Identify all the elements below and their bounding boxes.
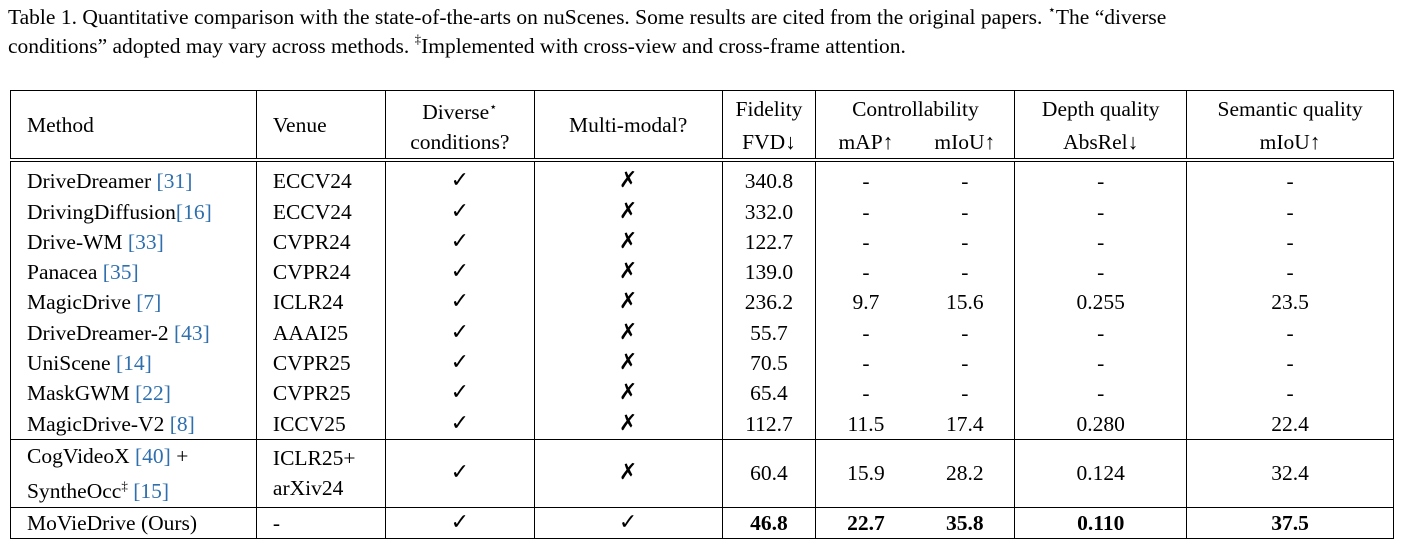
absrel-value: -	[1015, 196, 1187, 226]
diverse-check: ✓	[385, 348, 534, 378]
table-combo-section	[11, 439, 1394, 538]
venue-cell: ICLR24	[256, 287, 385, 317]
diverse-check: ✓	[385, 196, 534, 226]
table-row	[11, 287, 1394, 317]
multimodal-mark: ✗	[534, 257, 722, 287]
control-values	[816, 196, 1015, 226]
fvd-value: 70.5	[722, 348, 816, 378]
header-map: mAP↑	[838, 130, 894, 155]
citation-link[interactable]: [14]	[115, 351, 152, 376]
table-row	[11, 378, 1394, 408]
table-row-ours	[11, 507, 1394, 538]
header-diverse-text: Diverse	[422, 100, 490, 125]
method-name: MoVieDrive (Ours)	[11, 507, 257, 538]
semantic-miou-value: -	[1187, 378, 1394, 408]
diverse-check: ✓	[385, 318, 534, 348]
star-footnote-mark: ⋆	[489, 99, 498, 114]
absrel-value: -	[1015, 378, 1187, 408]
fvd-value: 65.4	[722, 378, 816, 408]
method-cell	[11, 196, 257, 226]
citation-link[interactable]: [15]	[133, 478, 170, 503]
absrel-value: 0.124	[1015, 439, 1187, 507]
miou-value: 17.4	[946, 411, 984, 436]
miou-value: 28.2	[946, 461, 984, 486]
map-value: -	[862, 260, 870, 285]
multimodal-mark: ✗	[534, 318, 722, 348]
plus-sign: +	[170, 443, 189, 468]
map-value: -	[862, 351, 870, 376]
table-row	[11, 257, 1394, 287]
semantic-miou-value: -	[1187, 348, 1394, 378]
header-controllability-sub	[816, 127, 1015, 160]
fvd-value: 55.7	[722, 318, 816, 348]
header-row-1	[11, 91, 1394, 128]
method-cell	[11, 348, 257, 378]
absrel-value: -	[1015, 318, 1187, 348]
venue-cell	[256, 439, 385, 507]
method-line	[27, 471, 256, 506]
venue-cell: CVPR24	[256, 227, 385, 257]
control-values	[816, 348, 1015, 378]
method-name: DriveDreamer	[27, 169, 157, 194]
fvd-value: 112.7	[722, 409, 816, 440]
header-multimodal: Multi-modal?	[534, 91, 722, 161]
fvd-value: 332.0	[722, 196, 816, 226]
control-values	[816, 227, 1015, 257]
control-values	[816, 507, 1015, 538]
semantic-miou-value: 32.4	[1187, 439, 1394, 507]
fvd-value: 340.8	[722, 160, 816, 196]
miou-value: -	[961, 260, 969, 285]
diverse-check: ✓	[385, 507, 534, 538]
method-cell	[11, 439, 257, 507]
miou-value: 15.6	[946, 290, 984, 315]
citation-link[interactable]: [40]	[135, 443, 171, 468]
map-value: 9.7	[852, 290, 880, 315]
method-cell	[11, 160, 257, 196]
method-cell	[11, 378, 257, 408]
multimodal-check: ✓	[534, 507, 722, 538]
multimodal-mark: ✗	[534, 348, 722, 378]
table-row	[11, 160, 1394, 196]
control-values	[816, 439, 1015, 507]
absrel-value: -	[1015, 160, 1187, 196]
semantic-miou-value: -	[1187, 160, 1394, 196]
venue-cell: CVPR25	[256, 348, 385, 378]
table-row	[11, 318, 1394, 348]
method-name: Panacea	[27, 260, 103, 285]
citation-link[interactable]: [8]	[169, 411, 195, 436]
table-row	[11, 196, 1394, 226]
comparison-table	[10, 90, 1394, 539]
absrel-value: 0.280	[1015, 409, 1187, 440]
miou-value: -	[961, 381, 969, 406]
venue-cell: CVPR25	[256, 378, 385, 408]
citation-link[interactable]: [7]	[136, 290, 162, 315]
venue-cell: ECCV24	[256, 160, 385, 196]
star-footnote-mark: ⋆	[1047, 1, 1056, 17]
semantic-miou-value: 23.5	[1187, 287, 1394, 317]
absrel-value: 0.110	[1015, 507, 1187, 538]
method-name: UniScene	[27, 351, 116, 376]
absrel-value: 0.255	[1015, 287, 1187, 317]
map-value: -	[862, 229, 870, 254]
method-name: SyntheOcc	[27, 478, 122, 503]
method-name: MagicDrive-V2	[27, 411, 170, 436]
semantic-miou-value: -	[1187, 257, 1394, 287]
caption-line-2	[8, 32, 1393, 61]
map-value: 22.7	[847, 511, 885, 536]
diverse-check: ✓	[385, 378, 534, 408]
map-value: 11.5	[847, 411, 885, 436]
map-value: -	[862, 169, 870, 194]
dagger-footnote-mark: ‡	[121, 477, 128, 493]
map-value: -	[862, 199, 870, 224]
multimodal-mark: ✗	[534, 227, 722, 257]
venue-cell: AAAI25	[256, 318, 385, 348]
fvd-value: 122.7	[722, 227, 816, 257]
header-depth-quality: Depth quality	[1015, 91, 1187, 128]
venue-line: ICLR25+	[272, 446, 356, 471]
semantic-miou-value: -	[1187, 318, 1394, 348]
dagger-footnote-mark: ‡	[414, 30, 422, 46]
method-cell	[11, 287, 257, 317]
venue-cell: CVPR24	[256, 257, 385, 287]
multimodal-mark: ✗	[534, 287, 722, 317]
venue-cell: -	[256, 507, 385, 538]
absrel-value: -	[1015, 257, 1187, 287]
fvd-value: 139.0	[722, 257, 816, 287]
miou-value: -	[961, 199, 969, 224]
table-row	[11, 348, 1394, 378]
map-value: -	[862, 381, 870, 406]
header-method: Method	[11, 91, 257, 161]
diverse-check: ✓	[385, 227, 534, 257]
fvd-value: 60.4	[722, 439, 816, 507]
method-name: DrivingDiffusion	[27, 199, 176, 224]
table-row	[11, 439, 1394, 507]
header-diverse-2: conditions?	[385, 127, 534, 160]
header-fidelity: Fidelity	[722, 91, 816, 128]
citation-link[interactable]: [35]	[102, 260, 139, 285]
multimodal-mark: ✗	[534, 439, 722, 507]
diverse-check: ✓	[385, 160, 534, 196]
table-row	[11, 409, 1394, 440]
method-cell	[11, 257, 257, 287]
map-value: -	[862, 320, 870, 345]
diverse-check: ✓	[385, 409, 534, 440]
miou-value: -	[961, 229, 969, 254]
caption-text: Table 1. Quantitative comparison with the state-of-the-arts on nuScenes. Some results are cited from the original papers.	[8, 5, 1048, 29]
table-body	[11, 160, 1394, 439]
miou-value: 35.8	[946, 511, 984, 536]
header-diverse	[385, 91, 534, 128]
method-cell	[11, 318, 257, 348]
method-name: MagicDrive	[27, 290, 137, 315]
diverse-check: ✓	[385, 257, 534, 287]
miou-value: -	[961, 169, 969, 194]
method-cell	[11, 409, 257, 440]
map-value: 15.9	[847, 461, 885, 486]
multimodal-mark: ✗	[534, 196, 722, 226]
fvd-value: 236.2	[722, 287, 816, 317]
header-controllability: Controllability	[816, 91, 1015, 128]
semantic-miou-value: 22.4	[1187, 409, 1394, 440]
header-fvd: FVD↓	[722, 127, 816, 160]
venue-cell: ECCV24	[256, 196, 385, 226]
header-miou: mIoU↑	[934, 130, 996, 155]
miou-value: -	[961, 320, 969, 345]
citation-link[interactable]: [16]	[175, 199, 212, 224]
venue-line: arXiv24	[272, 476, 344, 501]
multimodal-mark: ✗	[534, 378, 722, 408]
header-venue: Venue	[256, 91, 385, 161]
absrel-value: -	[1015, 227, 1187, 257]
table-caption	[8, 3, 1393, 61]
caption-text: conditions” adopted may vary across methods.	[8, 34, 415, 58]
semantic-miou-value: 37.5	[1187, 507, 1394, 538]
control-values	[816, 257, 1015, 287]
method-name: DriveDreamer-2	[27, 320, 175, 345]
method-name: MaskGWM	[27, 381, 136, 406]
method-cell	[11, 227, 257, 257]
citation-link[interactable]: [31]	[156, 169, 193, 194]
control-values	[816, 318, 1015, 348]
citation-link[interactable]: [43]	[174, 320, 210, 345]
caption-text: Implemented with cross-view and cross-frame attention.	[421, 34, 906, 58]
citation-link[interactable]: [33]	[127, 229, 164, 254]
method-line	[27, 441, 256, 471]
header-semantic-quality: Semantic quality	[1187, 91, 1394, 128]
semantic-miou-value: -	[1187, 196, 1394, 226]
citation-link[interactable]: [22]	[135, 381, 171, 406]
control-values	[816, 409, 1015, 440]
fvd-value: 46.8	[722, 507, 816, 538]
multimodal-mark: ✗	[534, 409, 722, 440]
multimodal-mark: ✗	[534, 160, 722, 196]
caption-line-1	[8, 3, 1393, 32]
control-values	[816, 378, 1015, 408]
method-name: Drive-WM	[27, 229, 128, 254]
caption-text: The “diverse	[1055, 5, 1167, 29]
diverse-check: ✓	[385, 287, 534, 317]
venue-cell: ICCV25	[256, 409, 385, 440]
semantic-miou-value: -	[1187, 227, 1394, 257]
control-values	[816, 160, 1015, 196]
miou-value: -	[961, 351, 969, 376]
table-row	[11, 227, 1394, 257]
header-absrel: AbsRel↓	[1015, 127, 1187, 160]
absrel-value: -	[1015, 348, 1187, 378]
method-name: CogVideoX	[27, 443, 135, 468]
diverse-check: ✓	[385, 439, 534, 507]
header-semantic-miou: mIoU↑	[1187, 127, 1394, 160]
control-values	[816, 287, 1015, 317]
